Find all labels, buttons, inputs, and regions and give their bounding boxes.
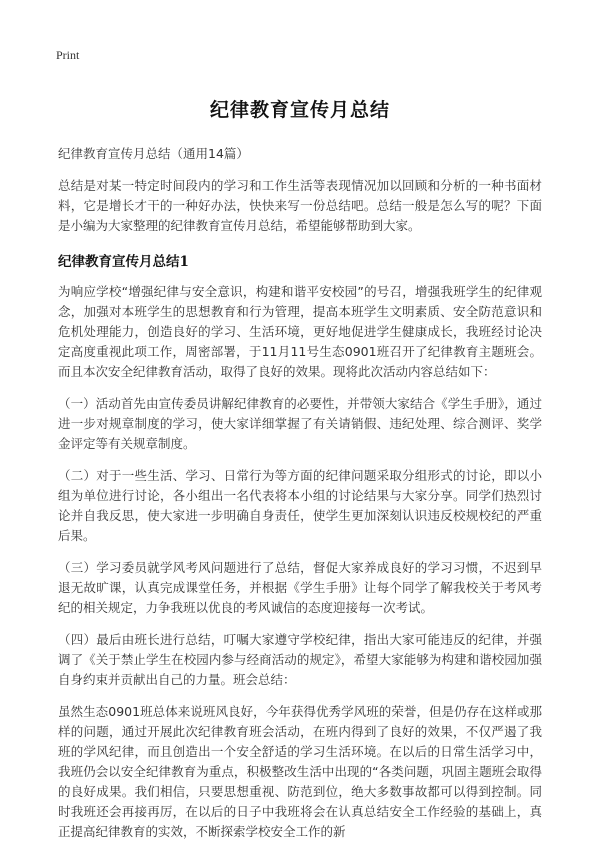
body-paragraph-4: （三）学习委员就学风考风问题进行了总结，督促大家养成良好的学习习惯，不迟到早退无故旷课，认真完成课堂任务，并根据《学生手册》让每个同学了解我校关于考风考纪的相关规定，力争我班以优良的考风诚信的态度迎接每一次考试。	[58, 560, 542, 615]
subtitle: 纪律教育宣传月总结（通用14篇）	[58, 146, 249, 161]
body-paragraph-5: （四）最后由班长进行总结，叮嘱大家遵守学校纪律，指出大家可能违反的纪律，并强调了《关于禁止学生在校园内参与经商活动的规定》，希望大家能够为构建和谐校园加强自身约束并贡献出自己的力量。班会总结：	[58, 632, 542, 687]
body-paragraph-1: 为响应学校“增强纪律与安全意识，构建和谐平安校园”的号召，增强我班学生的纪律观念，加强对本班学生的思想教育和行为管理，提高本班学生文明素质、安全防范意识和危机处理能力，创造良好的学习、生活环境，更好地促进学生健康成长，我班经讨论决定高度重视此项工作，周密部署，于11月11号生态0901班召开了纪律教育主题班会。而且本次安全纪律教育活动，取得了良好的效果。现将此次活动内容总结如下：	[58, 284, 542, 379]
section-heading: 纪律教育宣传月总结1	[58, 254, 189, 270]
intro-paragraph: 总结是对某一特定时间段内的学习和工作生活等表现情况加以回顾和分析的一种书面材料，它是增长才干的一种好办法，快快来写一份总结吧。总结一般是怎么写的呢？下面是小编为大家整理的纪律教育宣传月总结，希望能够帮助到大家。	[58, 178, 542, 233]
body-paragraph-6: 虽然生态0901班总体来说班风良好，今年获得优秀学风班的荣誉，但是仍存在这样或那样的问题，通过开展此次纪律教育班会活动，在班内得到了良好的效果，不仅严遏了我班的学风纪律，而且创造出一个安全舒适的学习生活环境。在以后的日常生活学习中，我班仍会以安全纪律教育为重点，积极整改生活中出现的“各类问题，巩固主题班会取得的良好成果。我们相信，只要思想重视、防范到位，绝大多数事故都可以得到控制。同时我班还会再接再厉，在以后的日子中我班将会在认真总结安全工作经验的基础上，真正提高纪律教育的实效，不断探索学校安全工作的新	[58, 704, 542, 839]
body-paragraph-3: （二）对于一些生活、学习、日常行为等方面的纪律问题采取分组形式的讨论，即以小组为单位进行讨论，各小组出一名代表将本小组的讨论结果与大家分享。同学们热烈讨论并自我反思，使大家进一步明确自身责任，使学生更加深刻认识违反校规校纪的严重后果。	[58, 468, 542, 543]
body-paragraph-2: （一）活动首先由宣传委员讲解纪律教育的必要性，并带领大家结合《学生手册》，通过进一步对规章制度的学习，使大家详细掌握了有关请销假、违纪处理、综合测评、奖学金评定等有关规章制度。	[58, 396, 542, 451]
print-link[interactable]: Print	[56, 48, 80, 62]
page-title: 纪律教育宣传月总结	[209, 99, 390, 121]
